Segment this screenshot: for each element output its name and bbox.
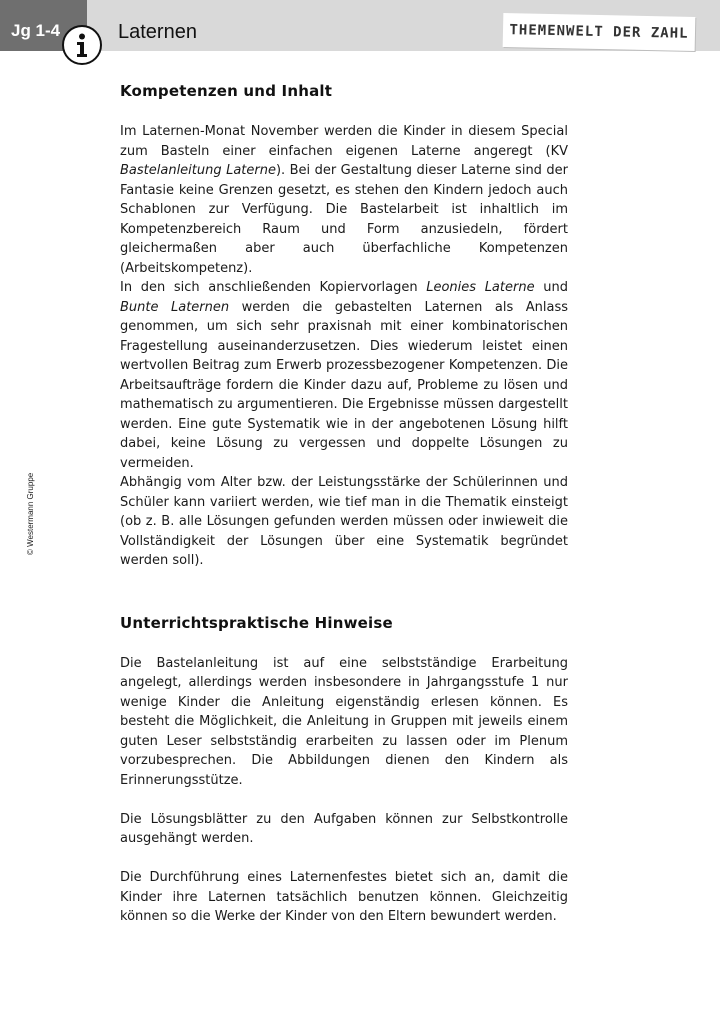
page-title: Laternen	[118, 21, 197, 43]
info-glyph	[64, 27, 100, 63]
main-content	[120, 82, 568, 927]
info-icon	[62, 25, 102, 65]
text-run: In den sich anschließenden Kopiervorlagen	[120, 280, 427, 295]
copyright-note: © Westermann Gruppe	[26, 472, 35, 555]
text-run: ). Bei der Gestaltung dieser Laterne sind der Fantasie keine Grenzen gesetzt, es stehen den Kindern jedoch auch Schablonen zur Verfügung. Die Bastelarbeit ist inhaltlich im Kompetenzbereich Raum und Form anzusiedeln, fördert gleichermaßen aber auch überfachliche Kompetenzen (Arbeitskompetenz).	[120, 163, 568, 276]
grade-label: Jg 1-4	[11, 21, 61, 40]
kv-title: Bunte Laternen	[120, 299, 230, 315]
text-run: Im Laternen-Monat November werden die Kinder in diesem Special zum Basteln einer einfachen eigenen Laterne angeregt (KV	[120, 124, 568, 159]
theme-stamp: THEMENWELT DER ZAHL	[503, 13, 696, 51]
section-heading: Kompetenzen und Inhalt	[120, 82, 333, 100]
text-run: und	[534, 280, 568, 295]
paragraph: Abhängig vom Alter bzw. der Leistungsstärke der Schülerinnen und Schüler kann variiert werden, wie tief man in die Thematik einsteigt (ob z. B. alle Lösungen gefunden werden müssen oder inwieweit die Vollständigkeit der Lösungen über eine Systematik begründet werden soll).	[120, 475, 568, 568]
paragraph: Die Lösungsblätter zu den Aufgaben können zur Selbstkontrolle ausgehängt werden.	[120, 811, 568, 846]
paragraph	[120, 122, 568, 278]
paragraph	[120, 278, 568, 473]
kv-title: Bastelanleitung Laterne	[120, 163, 276, 178]
section-heading: Unterrichtspraktische Hinweise	[120, 613, 393, 632]
paragraph: Die Bastelanleitung ist auf eine selbstständige Erarbeitung angelegt, allerdings werden insbesondere in Jahrgangsstufe 1 nur wenige Kinder die Anleitung eigenständig erlesen können. Es besteht die Möglichkeit, die Anleitung in Gruppen mit jeweils einem guten Leser selbstständig erarbeiten zu lassen oder im Plenum vorzubesprechen. Die Abbildungen dienen den Kindern als Erinnerungsstütze.	[120, 655, 568, 788]
kv-title: Leonies Laterne	[426, 280, 535, 295]
text-run: werden die gebastelten Laternen als Anlass genommen, um sich sehr praxisnah mit einer kombinatorischen Fragestellung auseinanderzusetzen. Dies wiederum leistet einen wertvollen Beitrag zum Erwerb prozessbezogener Kompetenzen. Die Arbeitsaufträge fordern die Kinder dazu auf, Probleme zu lösen und mathematisch zu argumentieren. Die Ergebnisse müssen dargestellt werden. Eine gute Systematik wie in der angebotenen Lösung hilft dabei, keine Lösung zu vergessen und doppelte Lösungen zu vermeiden.	[120, 299, 569, 471]
page-header	[0, 0, 720, 51]
paragraph: Die Durchführung eines Laternenfestes bietet sich an, damit die Kinder ihre Laternen tatsächlich benutzen können. Gleichzeitig können so die Werke der Kinder von den Eltern bewundert werden.	[120, 870, 568, 924]
